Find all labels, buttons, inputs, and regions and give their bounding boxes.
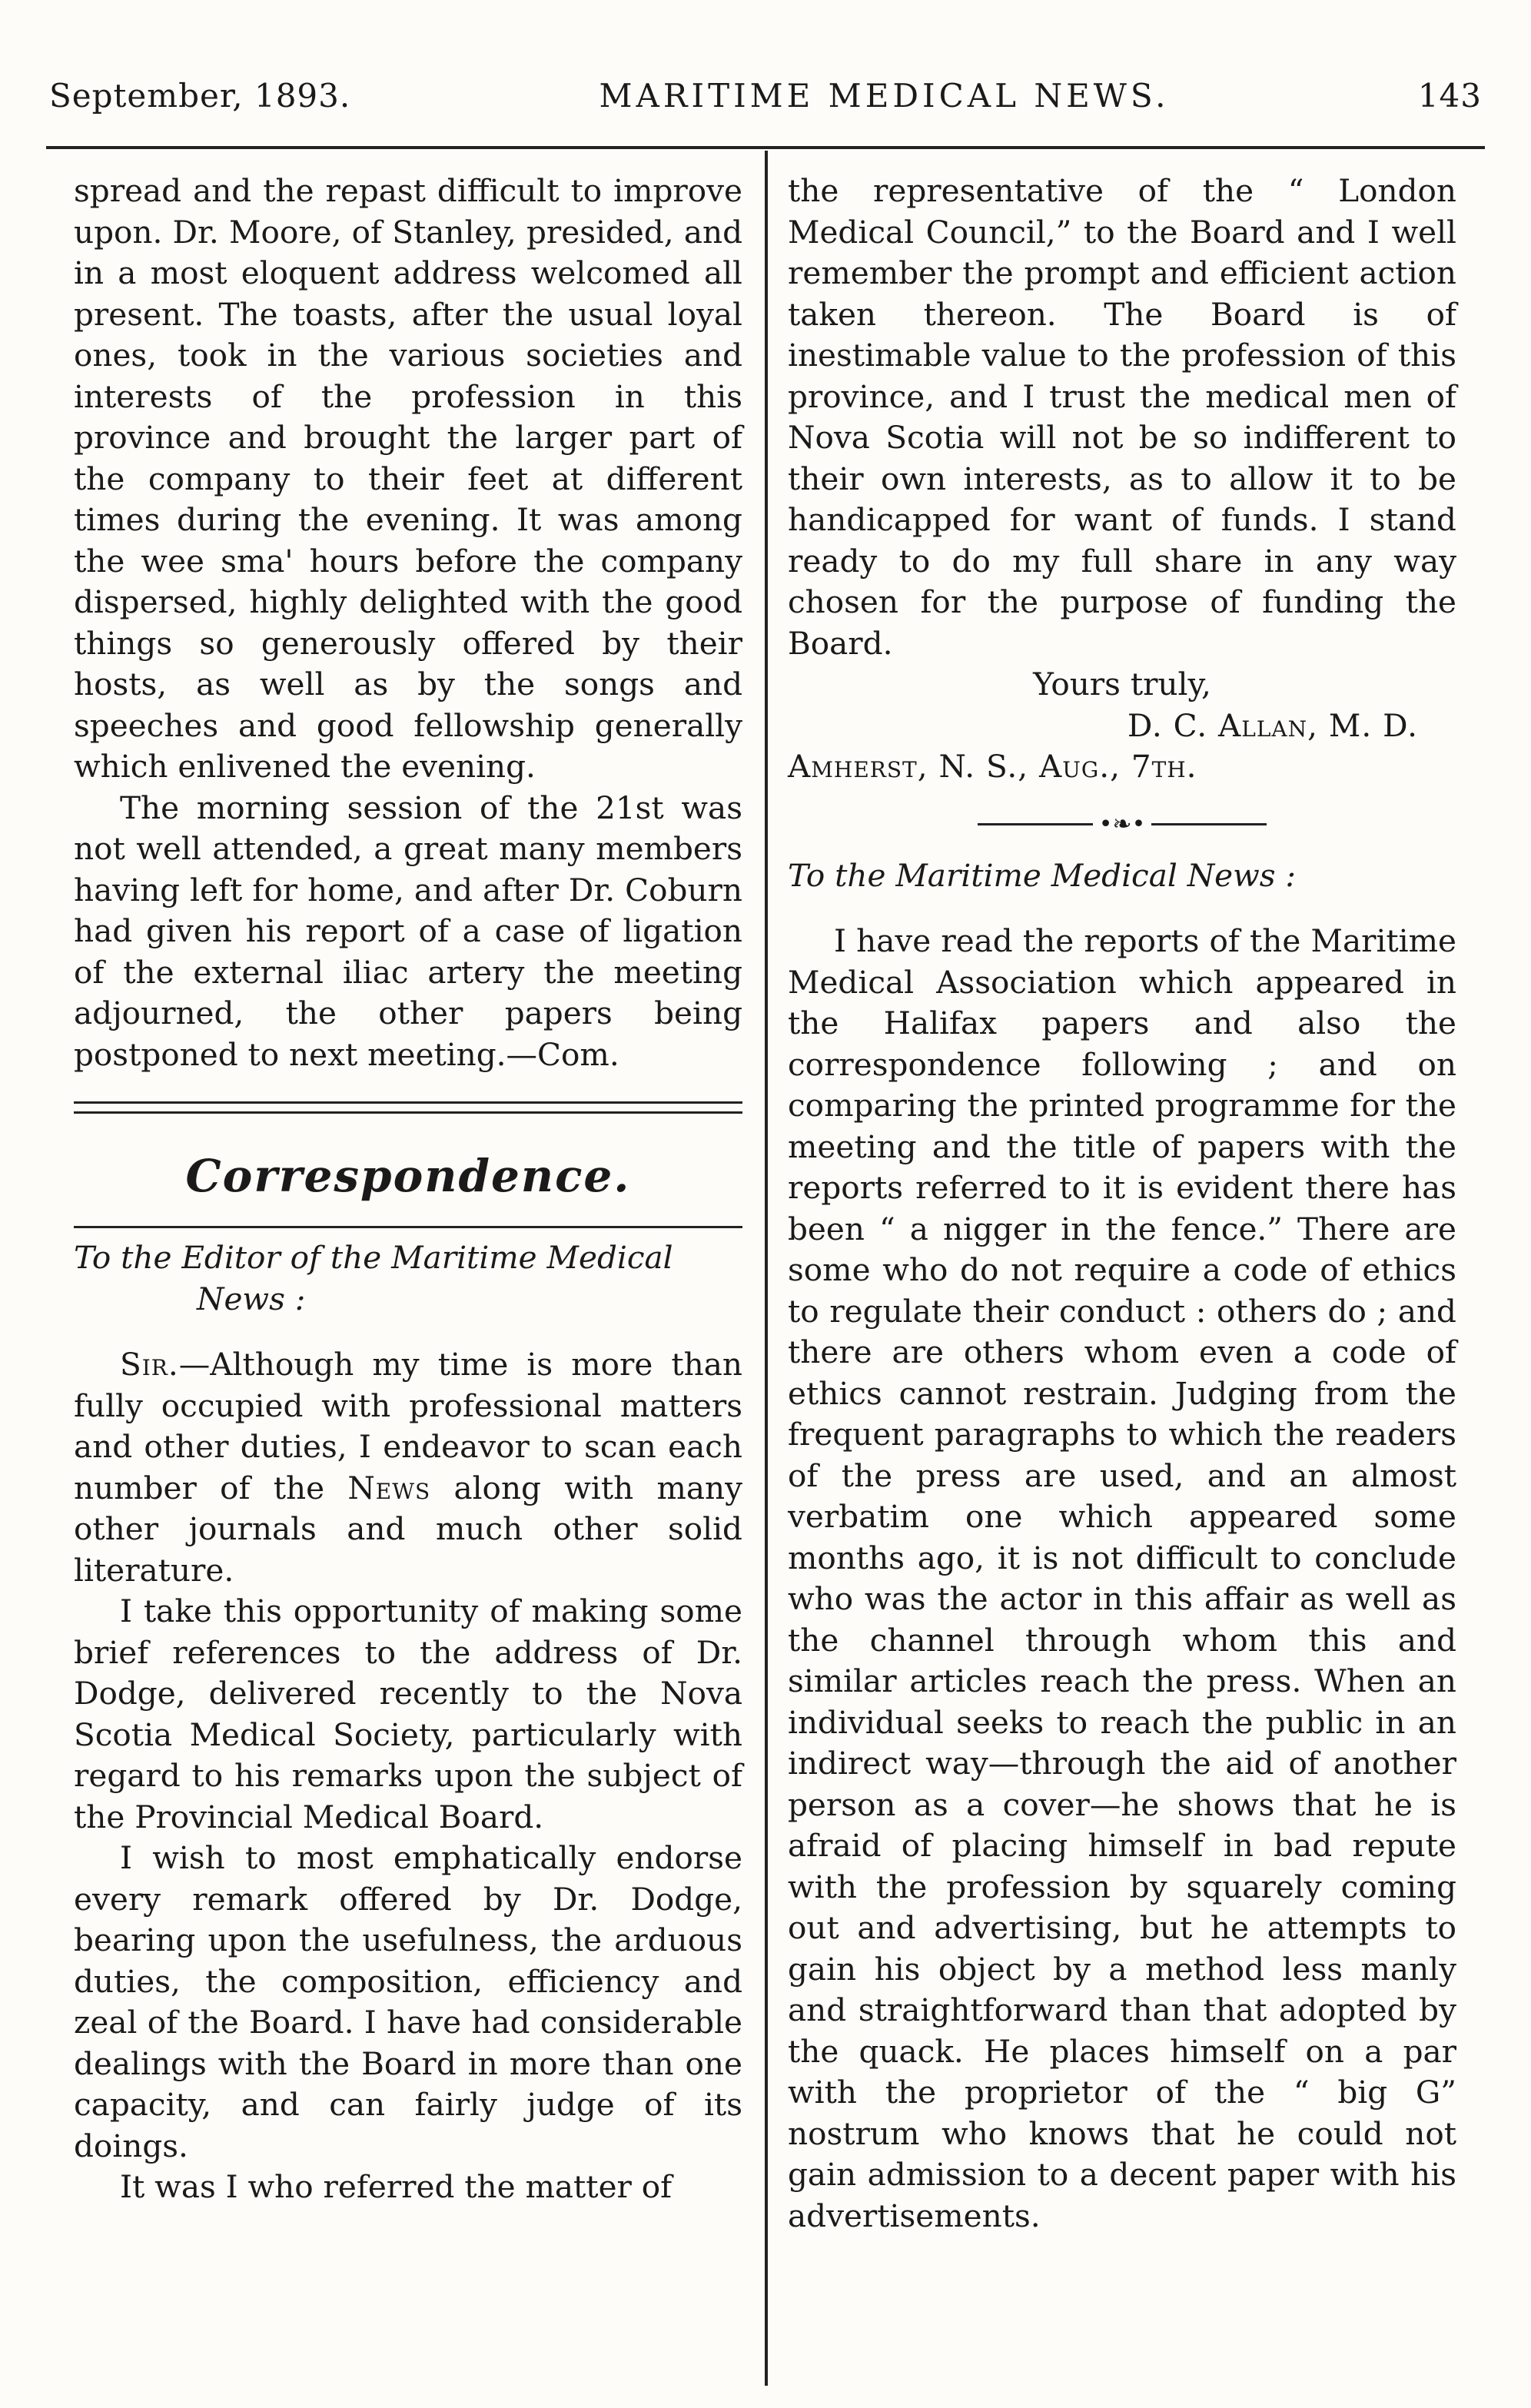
letter-closing: Yours truly, [1033, 666, 1211, 702]
section-title: Correspondence. [185, 1150, 631, 1202]
fleuron-icon: •❧• [1098, 810, 1146, 838]
title-rule [74, 1226, 742, 1228]
salutation-line-1: To the Editor of the Maritime Medical [74, 1239, 673, 1276]
letter-continuation-paragraph: the representative of the “ London Medical Council,” to the Board and I well remember the prompt and efficient action taken thereon. The Board is of inestimable value to the profession of this province, and I trust the medical men of Nova Scotia will not be so indifferent to their own interests, as to allow it to be handicapped for want of funds. I stand ready to do my full share in any way chosen for the purpose of funding the Board. [788, 172, 1456, 662]
news-word: News [347, 1469, 431, 1506]
section-divider [74, 1101, 742, 1114]
ornament-divider [788, 810, 1456, 838]
issue-date: September, 1893. [49, 77, 351, 115]
opening-text: —Although my time is more than fully occupied with professional matters and other duties, I endeavor to scan each number of the [74, 1346, 742, 1506]
letter-signature: D. C. Allan, M. D. [1127, 706, 1418, 744]
meeting-report-paragraph: spread and the repast difficult to improve upon. Dr. Moore, of Stanley, presided, and in a most eloquent address welcomed all present. The toasts, after the usual loyal ones, took in the various societies and interests of the profession in this province and brought the larger part of the company to their feet at different times during the evening. It was among the wee sma' hours before the company dispersed, highly delighted with the good things so generously offered by their hosts, as well as by the songs and speeches and good fellowship generally which enlivened the evening. [74, 172, 742, 785]
running-head [49, 77, 1482, 126]
column-divider [765, 151, 768, 2386]
left-column [74, 171, 742, 2208]
dodge-address-paragraph: I take this opportunity of making some brief references to the address of Dr. Dodge, delivered recently to the Nova Scotia Medical Society, particularly with regard to his remarks upon the subject of the Provincial Medical Board. [74, 1593, 742, 1835]
header-rule [46, 146, 1485, 149]
second-letter-salutation: To the Maritime Medical News : [788, 856, 1297, 894]
ornament-line-left [978, 823, 1093, 825]
referral-paragraph-start: It was I who referred the matter of [120, 2168, 673, 2205]
endorsement-paragraph: I wish to most emphatically endorse every remark offered by Dr. Dodge, bearing upon the usefulness, the arduous duties, the composition, efficiency and zeal of the Board. I have had considerable dealings with the Board in more than one capacity, and can fairly judge of its doings. [74, 1839, 742, 2164]
page-number: 143 [1417, 77, 1482, 115]
letter-place-date: Amherst, N. S., Aug., 7th. [788, 748, 1197, 785]
journal-title: MARITIME MEDICAL NEWS. [599, 77, 1170, 115]
morning-session-paragraph: The morning session of the 21st was not well attended, a great many members having left for home, and after Dr. Coburn had given his report of a case of ligation of the external iliac artery the meeting adjourned, the other papers being postponed to next meeting.—Com. [74, 789, 742, 1073]
right-column [788, 171, 1456, 2237]
salutation-line-2: News : [197, 1280, 306, 1317]
sir-word: Sir. [120, 1346, 179, 1383]
ornament-line-right [1151, 823, 1267, 825]
second-letter-paragraph: I have read the reports of the Maritime Medical Association which appeared in the Halifax papers and also the correspondence following ; and on comparing the printed programme for the meeting and the title of papers with the reports referred to it is evident there has been “ a nigger in the fence.” There are some who do not require a code of ethics to regulate their conduct : others do ; and there are others whom even a code of ethics cannot restrain. Judging from the frequent paragraphs to which the readers of the press are used, and an almost verbatim one which appeared some months ago, it is not difficult to conclude who was the actor in this affair as well as the channel through whom this and similar articles reach the press. When an individual seeks to reach the public in an indirect way—through the aid of another person as a cover—he shows that he is afraid of placing himself in bad repute with the profession by squarely coming out and advertising, but he attempts to gain his object by a method less manly and straightforward than that adopted by the quack. He places himself on a par with the proprietor of the “ big G” nostrum who knows that he could not gain admission to a decent paper with his advertisements. [788, 922, 1456, 2234]
opening-text-end: along with many other journals and much other solid literature. [74, 1469, 742, 1589]
letter-opening-paragraph [74, 1344, 742, 1591]
letter-salutation [74, 1237, 742, 1320]
